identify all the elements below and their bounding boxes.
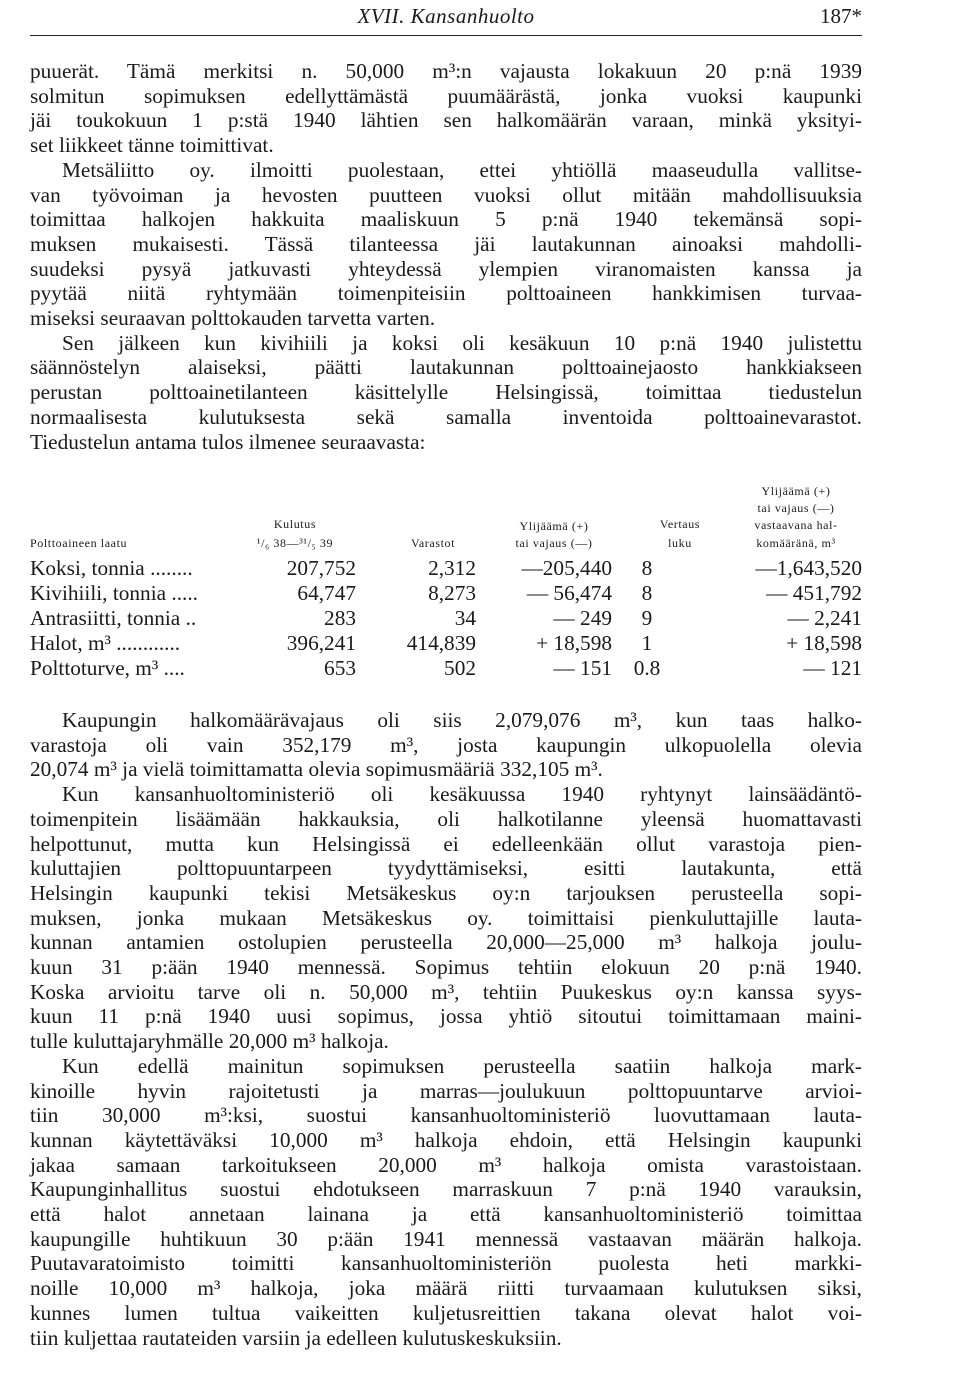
page-number: 187* xyxy=(820,4,862,28)
text-line: tulle kuluttajaryhmälle 20,000 m³ halkoja. xyxy=(30,1029,389,1054)
text-line: Kun kansanhuoltoministeriö oli kesäkuussa 1940 ryhtynyt lainsäädäntö- xyxy=(62,782,862,807)
text-line: Sen jälkeen kun kivihiili ja koksi oli kesäkuun 10 p:nä 1940 julistettu xyxy=(62,330,862,355)
row-adjusted: — 121 xyxy=(803,656,862,680)
text-line: normaalisesta kulutuksesta sekä samalla inventoida polttoainevarastot. xyxy=(30,404,862,429)
row-label: Polttoturve, m³ .... xyxy=(30,656,185,680)
row-ratio: 8 xyxy=(641,556,653,580)
row-surplus: — 56,474 xyxy=(526,581,612,605)
text-line: set liikkeet tänne toimittivat. xyxy=(30,133,274,158)
row-consumption: 207,752 xyxy=(286,556,356,580)
row-ratio: 0.8 xyxy=(633,656,661,680)
row-consumption: 653 xyxy=(324,656,356,680)
row-surplus: — 249 xyxy=(553,606,612,630)
text-line: kuun 11 p:nä 1940 uusi sopimus, jossa yhtiö sitoutui toimittamaan maini- xyxy=(30,1004,862,1029)
table-row xyxy=(30,631,862,655)
col-header-surplus-top: Ylijäämä (+) xyxy=(519,519,589,533)
col-header-fuel: Polttoaineen laatu xyxy=(30,536,128,550)
text-line: suudeksi pysyä jatkuvasti yhteydessä ylempien viranomaisten kanssa ja xyxy=(30,256,862,281)
text-line: kunnan käytettäväksi 10,000 m³ halkoja ehdoin, että Helsingin kaupunki xyxy=(30,1127,862,1152)
col-header-stock: Varastot xyxy=(410,536,456,550)
col-header-adjusted-4: komääränä, m³ xyxy=(756,536,836,550)
text-line: Kaupungin halkomäärävajaus oli siis 2,079,076 m³, kun taas halko- xyxy=(62,708,862,732)
text-line: kinoille hyvin rajoitetusti ja marras—joulukuun polttopuuntarve arvioi- xyxy=(30,1078,862,1103)
row-stock: 414,839 xyxy=(406,631,476,655)
row-stock: 502 xyxy=(444,656,476,680)
row-consumption: 64,747 xyxy=(297,581,356,605)
text-line: toimittaa halkojen hakkuita maaliskuun 5 p:nä 1940 tekemänsä sopi- xyxy=(30,207,862,232)
text-line: toimenpitein lisäämään hakkauksia, oli halkotilanne yleensä huomattavasti xyxy=(30,806,862,831)
text-line: jakaa samaan tarkoitukseen 20,000 m³ halkoja omista varastoistaan. xyxy=(30,1152,862,1177)
col-header-surplus-bottom: tai vajaus (—) xyxy=(515,536,593,550)
table-row xyxy=(30,606,862,630)
text-line: Kun edellä mainitun sopimuksen perusteella saatiin halkoja mark- xyxy=(62,1053,862,1078)
paragraph-5 xyxy=(30,782,862,1054)
text-line: perustan polttoainetilanteen käsittelylle Helsingissä, toimittaa tiedustelun xyxy=(30,380,862,405)
row-surplus: — 151 xyxy=(553,656,612,680)
text-line: varastoja oli vain 352,179 m³, josta kaupungin ulkopuolella olevia xyxy=(30,732,862,757)
table-row xyxy=(30,556,862,580)
row-stock: 8,273 xyxy=(428,581,476,605)
text-line: kuluttajien polttopuuntarpeen tyydyttämiseksi, esitti lautakunta, että xyxy=(30,856,862,881)
text-line: miseksi seuraavan polttokauden tarvetta varten. xyxy=(30,306,436,331)
paragraph-1 xyxy=(30,59,862,158)
col-header-consumption-top: Kulutus xyxy=(273,517,317,531)
text-line: noille 10,000 m³ halkoja, joka määrä riitti turvaamaan kulutuksen siksi, xyxy=(30,1276,862,1301)
col-header-adjusted-2: tai vajaus (—) xyxy=(757,501,835,515)
col-header-ratio-bottom: luku xyxy=(668,536,692,550)
text-line: Helsingin kaupunki tekisi Metsäkeskus oy:n tarjouksen perusteella sopi- xyxy=(30,880,862,905)
row-stock: 2,312 xyxy=(428,556,476,580)
text-line: 20,074 m³ ja vielä toimittamatta olevia sopimusmääriä 332,105 m³. xyxy=(30,757,603,782)
col-header-adjusted-3: vastaavana hal- xyxy=(754,518,838,532)
row-label: Kivihiili, tonnia ..... xyxy=(30,581,199,605)
text-line: Koska arvioitu tarve oli n. 50,000 m³, tehtiin Puukeskus oy:n kanssa syys- xyxy=(30,979,862,1004)
row-ratio: 1 xyxy=(641,631,653,655)
text-line: että halot annetaan lainana ja että kansanhuoltoministeriö toimittaa xyxy=(30,1202,862,1227)
row-label: Koksi, tonnia ........ xyxy=(30,556,193,580)
text-line: kuun 31 p:ään 1940 mennessä. Sopimus tehtiin elokuun 20 p:nä 1940. xyxy=(30,955,862,980)
text-line: muksen, jonka mukaan Metsäkeskus oy. toimittaisi pienkuluttajille lauta- xyxy=(30,905,862,930)
text-line: kunnan antamien ostolupien perusteella 20,000—25,000 m³ halkoja joulu- xyxy=(30,930,862,955)
row-adjusted: —1,643,520 xyxy=(755,556,862,580)
text-line: Kaupunginhallitus suostui ehdotukseen marraskuun 7 p:nä 1940 varauksin, xyxy=(30,1177,862,1202)
row-consumption: 396,241 xyxy=(286,631,356,655)
row-surplus: —205,440 xyxy=(521,556,612,580)
text-line: säännöstelyn alaiseksi, päätti lautakunnan polttoainejaosto hankkiakseen xyxy=(30,355,862,380)
text-line: jäi toukokuun 1 p:stä 1940 lähtien sen halkomäärän varaan, minkä yksityi- xyxy=(30,108,862,133)
paragraph-4 xyxy=(30,708,862,782)
header-rule xyxy=(30,35,862,36)
row-label: Halot, m³ ............ xyxy=(30,631,181,655)
row-ratio: 9 xyxy=(641,606,653,630)
text-block-bottom xyxy=(30,708,862,1350)
text-line: van työvoiman ja hevosten puutteen vuoksi ollut mitään mahdollisuuksia xyxy=(30,182,862,207)
row-adjusted: + 18,598 xyxy=(786,631,862,655)
text-line: Puutavaratoimisto toimitti kansanhuoltoministeriön puolesta heti markki- xyxy=(30,1251,862,1276)
table-row xyxy=(30,581,862,605)
text-line: Metsäliitto oy. ilmoitti puolestaan, ettei yhtiöllä maaseudulla vallitse- xyxy=(62,157,862,182)
header-title: XVII. Kansanhuolto xyxy=(357,4,535,28)
col-header-ratio-top: Vertaus xyxy=(659,517,701,531)
text-line: Tiedustelun antama tulos ilmenee seuraavasta: xyxy=(30,429,426,454)
row-surplus: + 18,598 xyxy=(536,631,612,655)
col-header-adjusted-1: Ylijäämä (+) xyxy=(761,484,831,498)
text-block-top xyxy=(30,59,862,454)
text-line: puuerät. Tämä merkitsi n. 50,000 m³:n vajausta lokakuun 20 p:nä 1939 xyxy=(30,59,862,83)
text-line: kaupungille huhtikuun 30 p:ään 1941 mennessä vastaavan määrän halkoja. xyxy=(30,1226,862,1251)
paragraph-2 xyxy=(30,158,862,331)
row-ratio: 8 xyxy=(641,581,653,605)
running-header xyxy=(30,4,862,34)
table-row xyxy=(30,656,862,680)
row-stock: 34 xyxy=(454,606,476,630)
row-adjusted: — 2,241 xyxy=(787,606,862,630)
paragraph-3 xyxy=(30,331,862,455)
text-line: helpottunut, mutta kun Helsingissä ei edelleenkään ollut varastoja pien- xyxy=(30,831,862,856)
row-adjusted: — 451,792 xyxy=(766,581,862,605)
col-header-consumption-bottom: ¹/₆ 38—³¹/₅ 39 xyxy=(256,536,334,550)
paragraph-6 xyxy=(30,1054,862,1350)
text-line: tiin 30,000 m³:ksi, suostui kansanhuoltoministeriö luovuttamaan lauta- xyxy=(30,1103,862,1128)
text-line: tiin kuljettaa rautateiden varsiin ja edelleen kulutuskeskuksiin. xyxy=(30,1325,562,1350)
text-line: kunnes lumen tultua vaikeitten kuljetusreittien takana olevat halot voi- xyxy=(30,1300,862,1325)
text-line: pyytää niitä ryhtymään toimenpiteisiin polttoaineen hankkimisen turvaa- xyxy=(30,281,862,306)
text-line: solmitun sopimuksen edellyttämästä puumäärästä, jonka vuoksi kaupunki xyxy=(30,83,862,108)
row-label: Antrasiitti, tonnia .. xyxy=(30,606,197,630)
text-line: muksen mukaisesti. Tässä tilanteessa jäi lautakunnan ainoaksi mahdolli- xyxy=(30,231,862,256)
row-consumption: 283 xyxy=(324,606,356,630)
